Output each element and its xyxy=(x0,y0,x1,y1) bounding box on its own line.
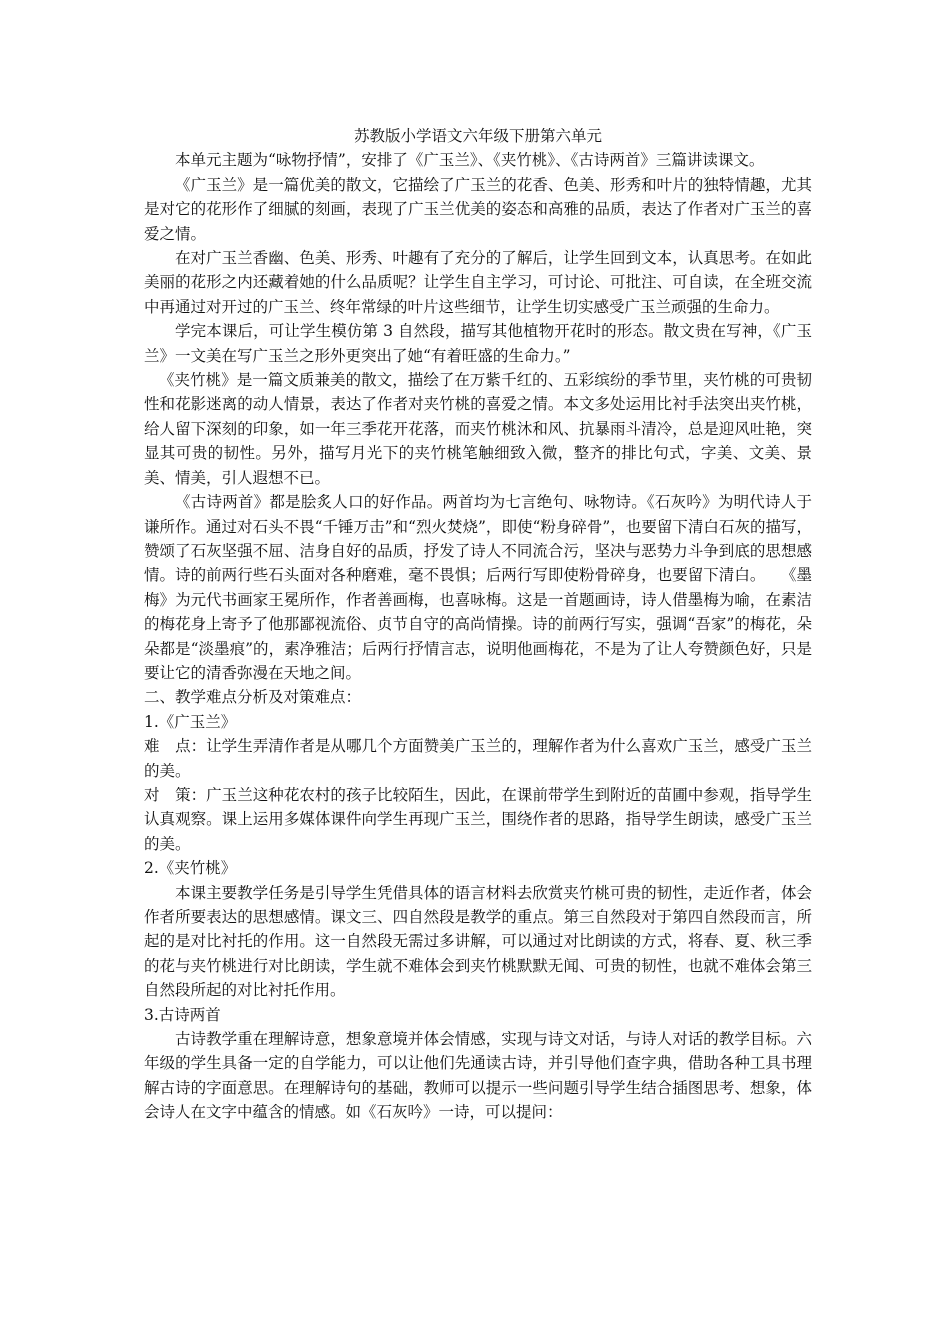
paragraph-intro: 本单元主题为“咏物抒情”，安排了《广玉兰》、《夹竹桃》、《古诗两首》三篇讲读课文。 xyxy=(175,151,765,170)
item-3-body: 古诗教学重在理解诗意，想象意境并体会情感，实现与诗文对话，与诗人对话的教学目标。六年级的学生具备一定的自学能力，可以让他们先通读古诗，并引导他们查字典，借助各种工具书理解古诗的字面意思。在理解诗句的基础，教师可以提示一些问题引导学生结合插图思考、想象，体会诗人在文字中蕴含的情感。如《石灰吟》一诗，可以提问： xyxy=(144,1030,812,1122)
document-body xyxy=(144,124,812,1125)
paragraph-guangyulan-2: 在对广玉兰香幽、色美、形秀、叶趣有了充分的了解后，让学生回到文本，认真思考。在如此美丽的花形之内还藏着她的什么品质呢？让学生自主学习，可讨论、可批注、可自读，在全班交流中再通过对开过的广玉兰、终年常绿的叶片这些细节，让学生切实感受广玉兰顽强的生命力。 xyxy=(144,249,812,316)
item-2-body: 本课主要教学任务是引导学生凭借具体的语言材料去欣赏夹竹桃可贵的韧性，走近作者，体会作者所要表达的思想感情。课文三、四自然段是教学的重点。第三自然段对于第四自然段而言，所起的是对比衬托的作用。这一自然段无需过多讲解，可以通过对比朗读的方式，将春、夏、秋三季的花与夹竹桃进行对比朗读，学生就不难体会到夹竹桃默默无闻、可贵的韧性，也就不难体会第三自然段所起的对比衬托作用。 xyxy=(144,883,812,1000)
paragraph-guangyulan-1: 《广玉兰》是一篇优美的散文，它描绘了广玉兰的花香、色美、形秀和叶片的独特情趣，尤其是对它的花形作了细腻的刻画，表现了广玉兰优美的姿态和高雅的品质，表达了作者对广玉兰的喜爱之情。 xyxy=(144,175,812,243)
item-2-heading: 2.《夹竹桃》 xyxy=(144,859,237,878)
section-2-heading: 二、教学难点分析及对策难点： xyxy=(144,688,362,707)
document-title: 苏教版小学语文六年级下册第六单元 xyxy=(353,127,602,145)
item-3-heading: 3.古诗两首 xyxy=(144,1005,221,1024)
paragraph-guangyulan-3: 学完本课后，可让学生模仿第 3 自然段，描写其他植物开花时的形态。散文贵在写神，《广玉兰》一文美在写广玉兰之形外更突出了她“有着旺盛的生命力。” xyxy=(144,322,812,365)
paragraph-gushi: 《古诗两首》都是脍炙人口的好作品。两首均为七言绝句、咏物诗。《石灰吟》为明代诗人于谦所作。通过对石头不畏“千锤万击”和“烈火焚烧”，即使“粉身碎骨”，也要留下清白石灰的描写，赞颂了石灰坚强不屈、洁身自好的品质，抒发了诗人不同流合污，坚决与恶势力斗争到底的思想感情。诗的前两行些石头面对各种磨难，毫不畏惧；后两行写即使粉骨碎身，也要留下清白。 《墨梅》为元代书画家王冕所作，作者善画梅，也喜咏梅。这是一首题画诗，诗人借墨梅为喻，在素洁的梅花身上寄予了他那鄙视流俗、贞节自守的高尚情操。诗的前两行写实，强调“吾家”的梅花，朵朵都是“淡墨痕”的，素净雅洁；后两行抒情言志，说明他画梅花，不是为了让人夸赞颜色好，只是要让它的清香弥漫在天地之间。 xyxy=(144,493,812,682)
item-1-heading: 1.《广玉兰》 xyxy=(144,712,237,731)
paragraph-jiazhutao: 《夹竹桃》是一篇文质兼美的散文，描绘了在万紫千红的、五彩缤纷的季节里，夹竹桃的可贵韧性和花影迷离的动人情景，表达了作者对夹竹桃的喜爱之情。本文多处运用比衬手法突出夹竹桃，给人留下深刻的印象，如一年三季花开花落，而夹竹桃沐和风、抗暴雨斗清冷，总是迎风吐艳，突显其可贵的韧性。另外，描写月光下的夹竹桃笔触细致入微，整齐的排比句式，字美、文美、景美、情美，引人遐想不已。 xyxy=(144,371,812,487)
item-1-strategy: 对 策：广玉兰这种花农村的孩子比较陌生，因此，在课前带学生到附近的苗圃中参观，指导学生认真观察。课上运用多媒体课件向学生再现广玉兰，围绕作者的思路，指导学生朗读，感受广玉兰的美。 xyxy=(144,785,812,853)
item-1-difficulty: 难 点：让学生弄清作者是从哪几个方面赞美广玉兰的，理解作者为什么喜欢广玉兰，感受广玉兰的美。 xyxy=(144,737,812,780)
